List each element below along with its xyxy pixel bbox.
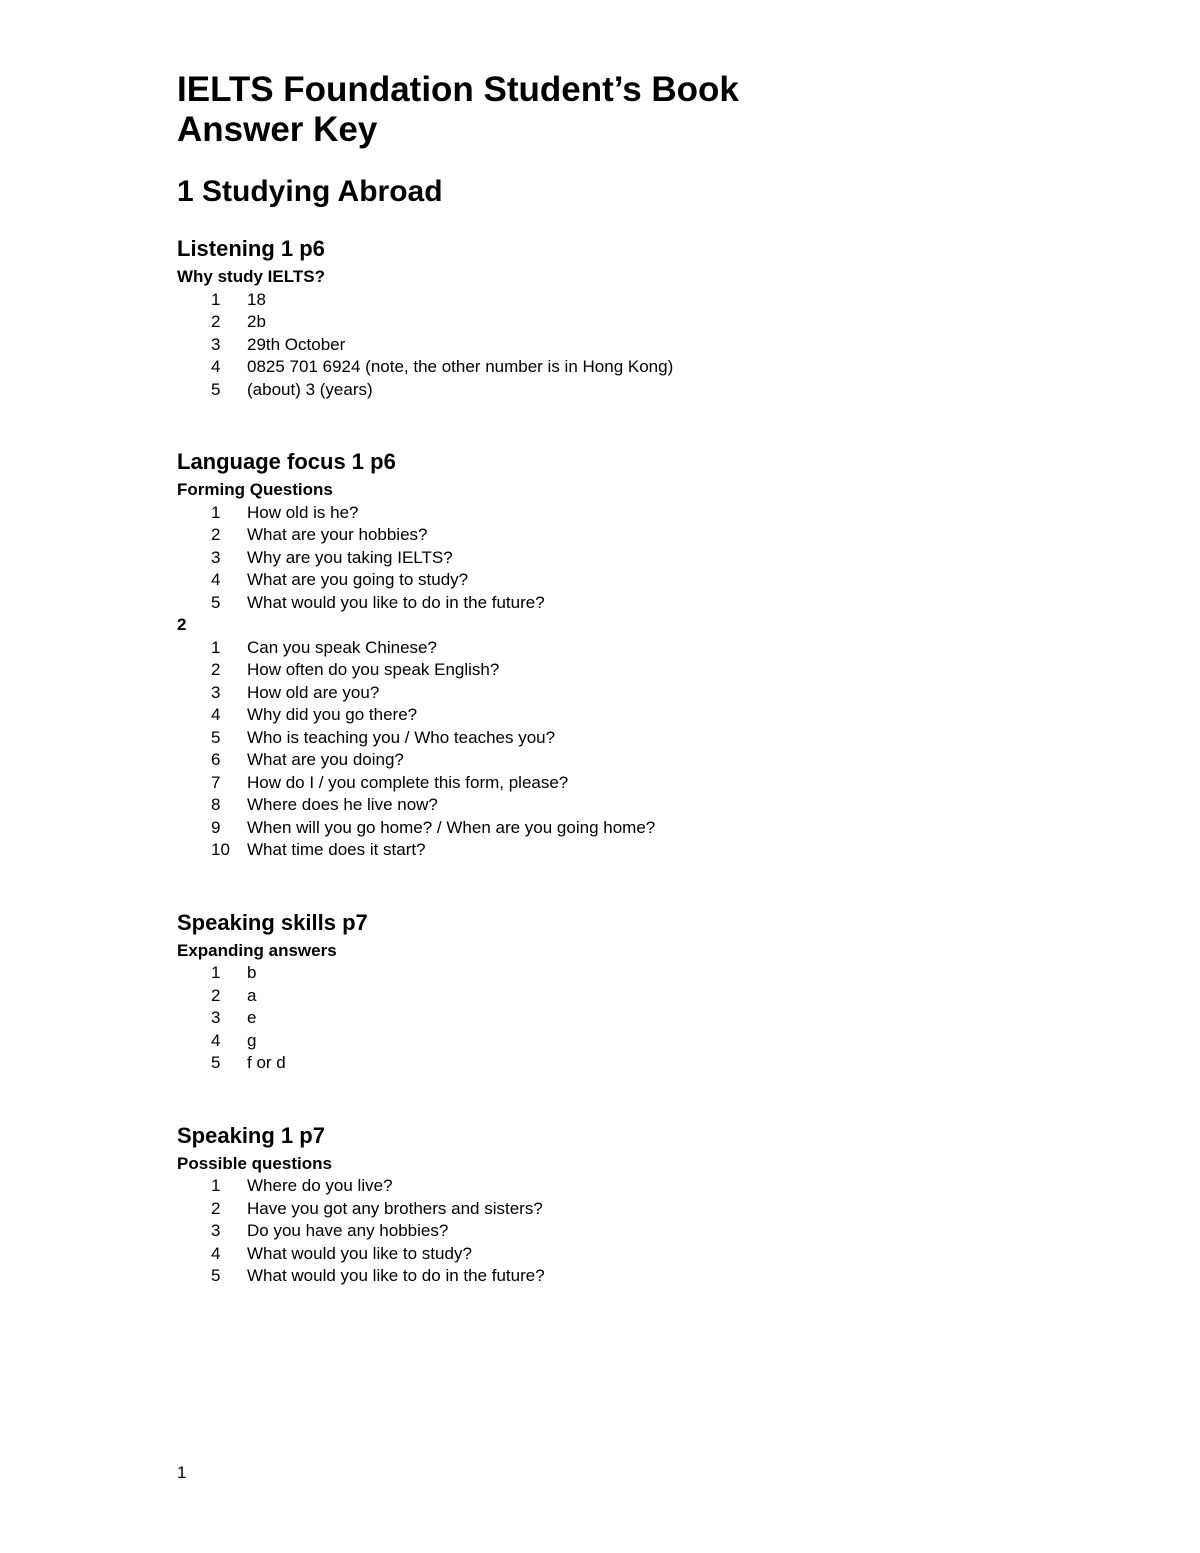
answer-text: b [247, 963, 257, 982]
document-title-line-1: IELTS Foundation Student’s Book [177, 70, 739, 109]
answer-list [177, 289, 1077, 402]
answer-item [177, 311, 1077, 334]
answer-text: e [247, 1008, 257, 1027]
answer-text: (about) 3 (years) [247, 379, 373, 399]
section-subheading: Expanding answers [177, 940, 337, 960]
answer-number: 4 [211, 1030, 221, 1050]
page-number: 1 [177, 1463, 187, 1482]
answer-text: What are your hobbies? [247, 525, 428, 544]
answer-number: 1 [211, 963, 221, 982]
answer-number: 6 [211, 750, 221, 769]
section-listening [177, 236, 1077, 401]
answer-text: What are you going to study? [247, 570, 469, 589]
answer-number: 3 [211, 1008, 221, 1027]
answer-number: 4 [211, 570, 221, 589]
answer-item [177, 524, 1077, 547]
answer-list [177, 962, 1077, 1075]
answer-item [177, 1265, 1077, 1288]
section-subheading: Why study IELTS? [177, 267, 325, 286]
section-speaking-skills [177, 910, 1077, 1075]
answer-text: Why are you taking IELTS? [247, 547, 453, 567]
answer-number: 3 [211, 682, 221, 702]
section-subheading: Possible questions [177, 1153, 332, 1173]
answer-number: 9 [211, 817, 221, 837]
answer-text: What would you like to study? [247, 1243, 472, 1263]
answer-item [177, 1243, 1077, 1266]
answer-item [177, 749, 1077, 772]
answer-text: f or d [247, 1053, 286, 1072]
answer-number: 3 [211, 547, 221, 567]
answer-key-page [177, 70, 1077, 1288]
answer-text: a [247, 985, 257, 1005]
answer-text: 0825 701 6924 (note, the other number is in Hong Kong) [247, 357, 674, 376]
answer-number: 3 [211, 334, 221, 354]
section-title: Listening 1 p6 [177, 236, 325, 261]
answer-number: 2 [211, 525, 221, 544]
section-title: Speaking 1 p7 [177, 1122, 325, 1148]
answer-item [177, 569, 1077, 592]
answer-item [177, 637, 1077, 660]
answer-number: 8 [211, 795, 221, 814]
answer-number: 1 [211, 1176, 221, 1195]
answer-item [177, 659, 1077, 682]
answer-item [177, 379, 1077, 402]
answer-item [177, 985, 1077, 1008]
answer-item [177, 356, 1077, 379]
answer-number: 2 [211, 985, 221, 1005]
answer-text: 29th October [247, 334, 346, 354]
answer-item [177, 962, 1077, 985]
answer-number: 5 [211, 592, 221, 612]
answer-text: 18 [247, 289, 266, 309]
answer-number: 3 [211, 1221, 221, 1240]
unit-title: 1 Studying Abroad [177, 175, 443, 208]
answer-item [177, 1007, 1077, 1030]
answer-list [177, 637, 1077, 862]
answer-text: What are you doing? [247, 750, 404, 769]
answer-item [177, 839, 1077, 862]
answer-item [177, 682, 1077, 705]
answer-text: Why did you go there? [247, 705, 418, 724]
answer-item [177, 704, 1077, 727]
answer-item [177, 592, 1077, 615]
answer-number: 10 [211, 840, 230, 859]
answer-list [177, 1175, 1077, 1288]
answer-list [177, 502, 1077, 615]
answer-item [177, 1052, 1077, 1075]
answer-text: g [247, 1030, 257, 1050]
answer-text: What would you like to do in the future? [247, 1266, 545, 1285]
answer-number: 5 [211, 379, 221, 399]
answer-number: 2 [211, 1198, 221, 1218]
answer-number: 2 [211, 312, 221, 331]
answer-number: 5 [211, 1053, 221, 1072]
answer-text: 2b [247, 312, 266, 331]
answer-text: Have you got any brothers and sisters? [247, 1198, 543, 1218]
answer-text: Where do you live? [247, 1176, 393, 1195]
answer-text: How do I / you complete this form, please? [247, 772, 569, 792]
document-title [177, 70, 1077, 150]
answer-item [177, 772, 1077, 795]
answer-item [177, 334, 1077, 357]
answer-item [177, 794, 1077, 817]
answer-item [177, 1175, 1077, 1198]
exercise-2-label: 2 [177, 615, 187, 634]
answer-number: 4 [211, 1243, 221, 1263]
section-subheading: Forming Questions [177, 480, 333, 499]
answer-number: 2 [211, 660, 221, 679]
answer-text: What would you like to do in the future? [247, 592, 545, 612]
answer-text: When will you go home? / When are you going home? [247, 817, 656, 837]
answer-item [177, 502, 1077, 525]
section-speaking [177, 1123, 1077, 1288]
answer-item [177, 547, 1077, 570]
answer-number: 7 [211, 772, 221, 792]
section-language-focus [177, 449, 1077, 862]
answer-item [177, 289, 1077, 312]
answer-text: How old are you? [247, 682, 380, 702]
answer-text: How old is he? [247, 502, 359, 522]
answer-item [177, 817, 1077, 840]
answer-item [177, 1220, 1077, 1243]
answer-number: 4 [211, 705, 221, 724]
answer-number: 5 [211, 727, 221, 747]
answer-text: How often do you speak English? [247, 660, 500, 679]
answer-text: Where does he live now? [247, 795, 438, 814]
answer-number: 1 [211, 502, 221, 522]
answer-number: 1 [211, 637, 221, 657]
answer-number: 4 [211, 357, 221, 376]
answer-number: 1 [211, 289, 221, 309]
answer-text: Can you speak Chinese? [247, 637, 437, 657]
section-title: Speaking skills p7 [177, 909, 368, 935]
answer-item [177, 1030, 1077, 1053]
answer-text: Who is teaching you / Who teaches you? [247, 727, 556, 747]
answer-text: Do you have any hobbies? [247, 1221, 449, 1240]
answer-item [177, 1198, 1077, 1221]
section-title: Language focus 1 p6 [177, 449, 396, 474]
answer-text: What time does it start? [247, 840, 426, 859]
document-title-line-2: Answer Key [177, 110, 378, 149]
answer-item [177, 727, 1077, 750]
answer-number: 5 [211, 1266, 221, 1285]
